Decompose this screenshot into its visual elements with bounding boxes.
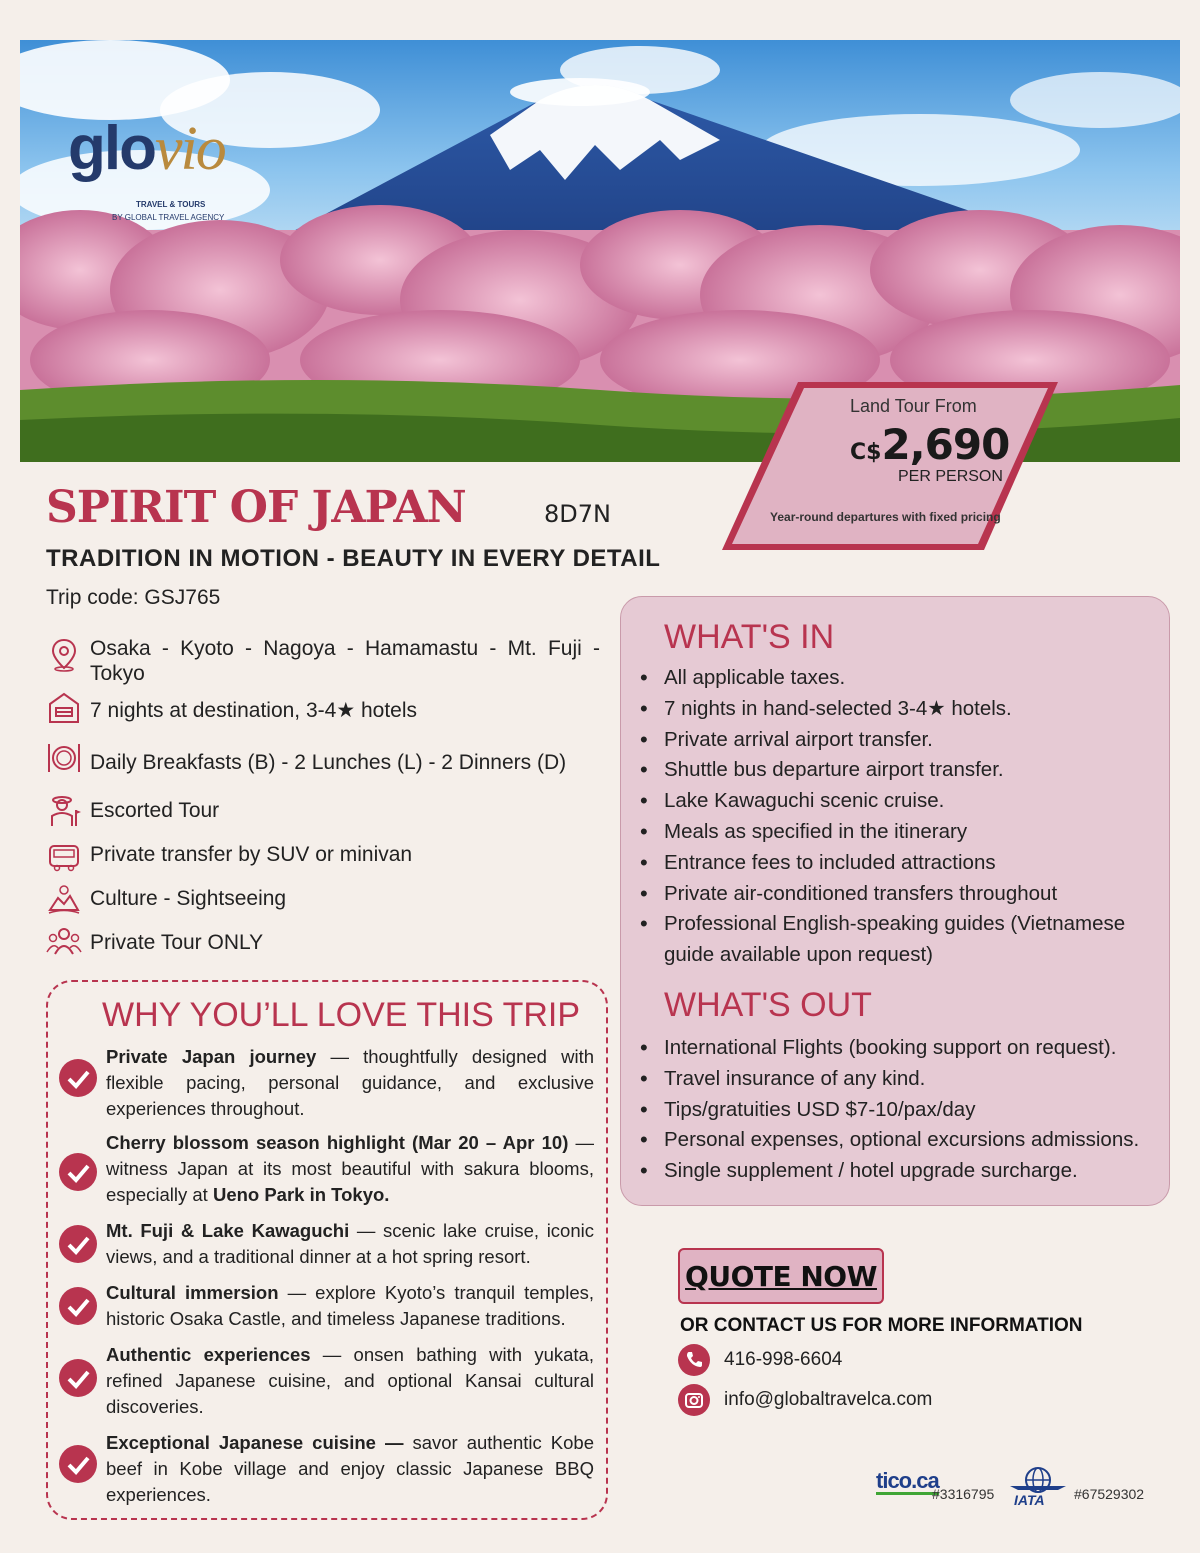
why-item-bold: Private Japan journey xyxy=(106,1046,317,1067)
whats-out-list xyxy=(640,1033,1160,1187)
list-item: • Travel insurance of any kind. xyxy=(640,1064,1160,1095)
hotel-icon xyxy=(46,690,82,726)
tour-duration: 8D7N xyxy=(544,500,611,528)
why-item-text: — witness Japan at its most beautiful with sakura blooms, especially at xyxy=(106,1132,594,1205)
list-item: • 7 nights in hand-selected 3-4★ hotels. xyxy=(640,694,1160,725)
tico-badge xyxy=(876,1468,995,1502)
price-tag xyxy=(720,380,1060,552)
check-circle-icon xyxy=(58,1152,98,1192)
feature-escorted-text: Escorted Tour xyxy=(90,799,220,822)
why-item-text: — onsen bathing with yukata, refined Japanese cuisine, and optional Kansai cultural discoveries. xyxy=(106,1344,594,1417)
price-amount: 2,690 xyxy=(881,420,1010,469)
check-circle-icon xyxy=(58,1358,98,1398)
dining-icon xyxy=(46,740,82,776)
list-item: • Professional English-speaking guides (Vietnamese guide available upon request) xyxy=(640,909,1160,971)
why-item-bold: Mt. Fuji & Lake Kawaguchi xyxy=(106,1220,350,1241)
why-item-bold: Cherry blossom season highlight (Mar 20 – Apr 10) xyxy=(106,1132,569,1153)
why-item-text: — thoughtfully designed with flexible pacing, personal guidance, and exclusive experiences throughout. xyxy=(106,1046,594,1119)
feature-transfer xyxy=(46,838,412,874)
why-item-bold-end: Ueno Park in Tokyo. xyxy=(212,1184,390,1205)
sightseeing-icon xyxy=(46,880,82,916)
logo-tagline: TRAVEL & TOURS xyxy=(136,200,206,209)
feature-route xyxy=(46,636,606,686)
tour-guide-icon xyxy=(46,792,82,828)
check-circle-icon xyxy=(58,1444,98,1484)
feature-hotels-text: 7 nights at destination, 3-4★ hotels xyxy=(90,699,418,722)
contact-heading: OR CONTACT US FOR MORE INFORMATION xyxy=(680,1315,1083,1336)
logo-main: glo xyxy=(68,114,155,183)
email-address[interactable]: info@globaltravelca.com xyxy=(724,1389,933,1410)
feature-meals-text: Daily Breakfasts (B) - 2 Lunches (L) - 2 Dinners (D) xyxy=(90,751,567,774)
price-label: Land Tour From xyxy=(850,396,977,416)
why-item-text: — scenic lake cruise, iconic views, and a traditional dinner at a hot spring resort. xyxy=(106,1220,594,1267)
feature-transfer-text: Private transfer by SUV or minivan xyxy=(90,843,413,866)
list-item: • Tips/gratuities USD $7-10/pax/day xyxy=(640,1095,1160,1126)
bus-icon xyxy=(46,838,82,874)
list-item: • Entrance fees to included attractions xyxy=(640,848,1160,879)
logo-accent: vio xyxy=(154,115,225,183)
feature-hotels xyxy=(46,690,417,726)
tico-logo: tico.ca xyxy=(876,1468,939,1493)
phone-number[interactable]: 416-998-6604 xyxy=(724,1349,843,1370)
contact-phone[interactable] xyxy=(678,1344,842,1376)
list-item: • International Flights (booking support on request). xyxy=(640,1033,1160,1064)
phone-icon xyxy=(678,1344,710,1376)
camera-icon xyxy=(678,1384,710,1416)
price-unit: PER PERSON xyxy=(898,468,1003,485)
why-item-bold: Authentic experiences xyxy=(106,1344,311,1365)
feature-route-text: Osaka - Kyoto - Nagoya - Hamamastu - Mt. Fuji - Tokyo xyxy=(90,637,600,685)
why-item-bold: Cultural immersion xyxy=(106,1282,279,1303)
iata-badge xyxy=(1008,1466,1068,1508)
list-item: • Private arrival airport transfer. xyxy=(640,725,1160,756)
whats-in-title: WHAT'S IN xyxy=(664,618,835,656)
list-item: • Shuttle bus departure airport transfer. xyxy=(640,755,1160,786)
feature-escorted xyxy=(46,792,219,828)
location-pin-icon xyxy=(46,636,82,672)
list-item: • All applicable taxes. xyxy=(640,663,1160,694)
feature-culture xyxy=(46,880,286,916)
list-item: • Lake Kawaguchi scenic cruise. xyxy=(640,786,1160,817)
check-circle-icon xyxy=(58,1224,98,1264)
tico-number: #3316795 xyxy=(932,1486,995,1502)
feature-culture-text: Culture - Sightseeing xyxy=(90,887,287,910)
check-circle-icon xyxy=(58,1058,98,1098)
price-amount-line xyxy=(850,420,1009,469)
list-item: • Personal expenses, optional excursions admissions. xyxy=(640,1125,1160,1156)
iata-number: #67529302 xyxy=(1074,1486,1145,1502)
tour-subtitle: TRADITION IN MOTION - BEAUTY IN EVERY DETAIL xyxy=(46,545,661,572)
trip-code: Trip code: GSJ765 xyxy=(46,586,221,609)
why-item-text: — explore Kyoto’s tranquil temples, historic Osaka Castle, and timeless Japanese traditions. xyxy=(106,1282,594,1329)
list-item: • Private air-conditioned transfers throughout xyxy=(640,879,1160,910)
feature-private-text: Private Tour ONLY xyxy=(90,931,264,954)
list-item: • Single supplement / hotel upgrade surcharge. xyxy=(640,1156,1160,1187)
whats-in-list xyxy=(640,663,1160,971)
why-item-bold: Exceptional Japanese cuisine — xyxy=(106,1432,404,1453)
feature-private xyxy=(46,924,263,960)
whats-out-title: WHAT'S OUT xyxy=(664,986,872,1024)
check-circle-icon xyxy=(58,1286,98,1326)
brand-logo xyxy=(68,114,225,183)
iata-logo: IATA xyxy=(1014,1492,1045,1508)
tour-title: SPIRIT OF JAPAN xyxy=(46,482,466,533)
list-item: • Meals as specified in the itinerary xyxy=(640,817,1160,848)
quote-now-button[interactable]: QUOTE NOW xyxy=(678,1248,884,1304)
price-note: Year-round departures with fixed pricing xyxy=(770,510,1001,524)
why-item-text: savor authentic Kobe beef in Kobe village and enjoy classic Japanese BBQ experiences. xyxy=(106,1432,595,1505)
price-currency: C$ xyxy=(850,440,882,465)
why-love-title: WHY YOU’LL LOVE THIS TRIP xyxy=(102,996,581,1034)
logo-agency: BY GLOBAL TRAVEL AGENCY xyxy=(112,213,225,222)
feature-meals xyxy=(46,740,566,776)
contact-email[interactable] xyxy=(678,1384,932,1416)
group-icon xyxy=(46,924,82,960)
